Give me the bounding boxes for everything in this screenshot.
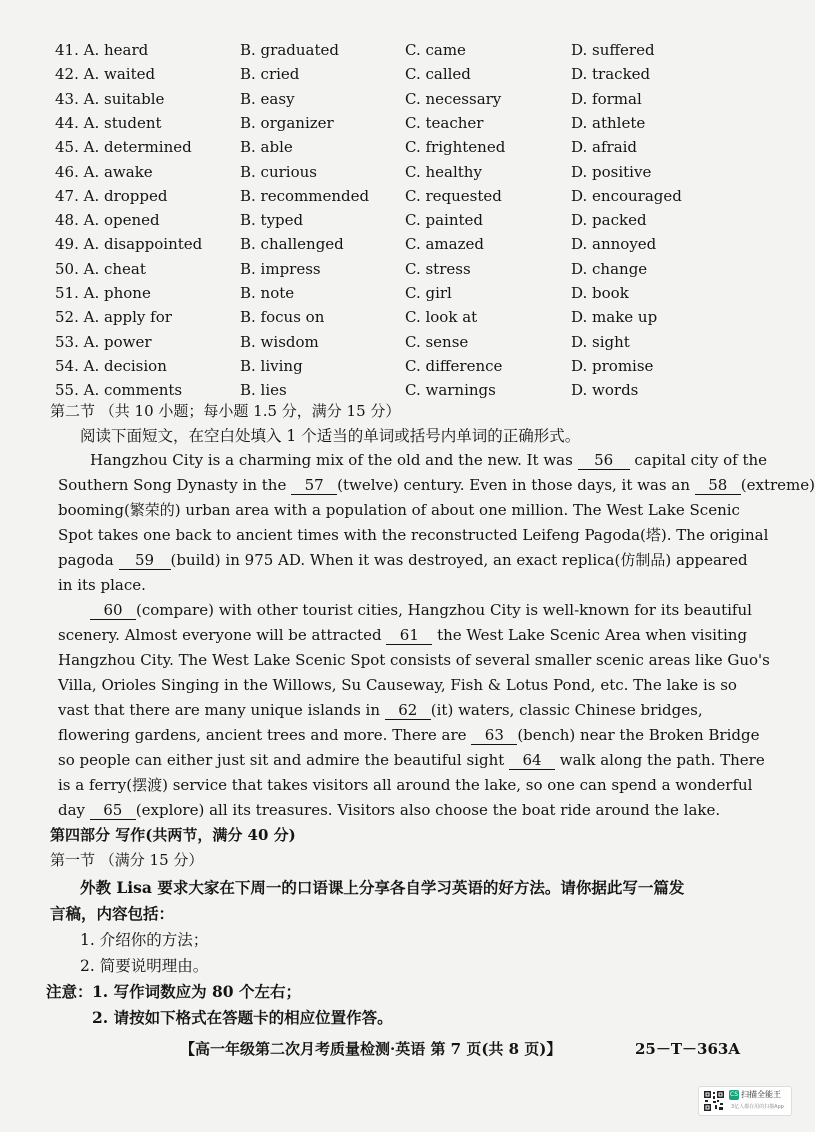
question-option-d: D. packed [571,211,647,230]
question-option-a: 55. A. comments [55,381,183,400]
question-option-b: B. able [240,138,293,157]
passage-line [58,798,734,822]
option-row [0,63,800,85]
passage-text: (compare) with other tourist cities, Hangzhou City is well-known for its beautiful [136,601,752,619]
option-row [0,185,800,207]
question-option-b: B. wisdom [240,332,319,351]
passage-line: Hangzhou City. The West Lake Scenic Spot consists of several smaller scenic areas like Guo's [58,651,770,669]
question-option-a: 42. A. waited [55,65,156,84]
question-option-c: C. necessary [405,89,502,108]
question-option-c: C. healthy [405,162,482,181]
question-option-a: 51. A. phone [55,284,151,302]
note-2: 2. 请按如下格式在答题卡的相应位置作答。 [92,1008,393,1027]
question-option-d: D. tracked [571,65,651,84]
question-option-a: 44. A. student [55,113,162,132]
question-option-c: C. came [405,41,466,59]
passage-line [58,473,815,497]
question-option-d: D. words [571,381,639,400]
footer-code: 25－T－363A [635,1040,740,1058]
question-option-d: D. afraid [571,138,638,157]
passage-line [90,448,768,472]
passage-text: Southern Song Dynasty in the [58,476,292,494]
blank-63: 63 [471,726,517,745]
section2-instruction: 阅读下面短文，在空白处填入 1 个适当的单词或括号内单词的正确形式。 [80,427,581,445]
question-option-b: B. lies [240,381,287,400]
question-option-b: B. easy [240,89,295,108]
question-option-c: C. frightened [405,138,506,157]
note-label: 注意： [46,982,93,1001]
passage-text: walk along the path. There [555,751,765,769]
passage-text: flowering gardens, ancient trees and more. There are [58,726,472,744]
question-option-c: C. girl [405,284,452,302]
blank-65: 65 [90,801,136,820]
question-option-d: D. encouraged [571,186,682,205]
page-footer [180,1038,740,1059]
option-row [0,331,800,353]
passage-text: Hangzhou City is a charming mix of the old and the new. It was [90,451,578,469]
option-row [0,258,800,280]
option-row [0,306,800,328]
question-option-b: B. graduated [240,41,339,59]
blank-58: 58 [695,476,741,495]
question-option-c: C. look at [405,308,478,327]
question-option-c: C. requested [405,186,502,205]
question-option-b: B. cried [240,65,300,84]
question-option-a: 47. A. dropped [55,186,168,205]
passage-text: so people can either just sit and admire the beautiful sight [58,751,510,769]
question-option-a: 54. A. decision [55,356,167,375]
question-option-a: 41. A. heard [55,41,149,59]
passage-line: in its place. [58,576,146,594]
question-option-d: D. sight [571,332,630,351]
scanner-app-name: 扫描全能王 [741,1090,781,1099]
option-row [0,233,800,255]
passage-text: scenery. Almost everyone will be attracted [58,626,387,644]
passage-line: Spot takes one back to ancient times with the reconstructed Leifeng Pagoda(塔). The original [58,526,769,544]
question-option-b: B. impress [240,259,321,278]
blank-62: 62 [385,701,431,720]
passage-text: (explore) all its treasures. Visitors also choose the boat ride around the lake. [135,801,721,819]
passage-line [58,548,748,572]
question-option-b: B. typed [240,211,304,230]
scanner-app-tagline: 3亿人都在用的扫描App [731,1104,784,1110]
question-option-b: B. organizer [240,113,334,132]
question-option-c: C. teacher [405,113,484,132]
question-option-b: B. recommended [240,186,370,205]
passage-text: pagoda [58,551,119,569]
question-option-a: 52. A. apply for [55,308,172,327]
question-option-d: D. positive [571,162,652,181]
question-option-b: B. curious [240,162,317,181]
option-row [0,161,800,183]
blank-59: 59 [119,551,171,570]
passage-line [58,623,748,647]
passage-line: is a ferry(摆渡) service that takes visitors all around the lake, so one can spend a wonderful [58,776,753,794]
passage-text: (it) waters, classic Chinese bridges, [430,701,703,719]
qr-code-icon [703,1090,725,1112]
option-row [0,282,800,304]
blank-60: 60 [90,601,136,620]
passage-line [58,723,760,747]
question-option-c: C. difference [405,356,503,375]
question-option-d: D. annoyed [571,235,657,254]
question-option-b: B. challenged [240,235,344,254]
question-option-b: B. focus on [240,308,325,327]
blank-56: 56 [578,451,630,470]
question-option-a: 48. A. opened [55,211,160,230]
blank-57: 57 [291,476,337,495]
writing-prompt-line1: 外教 Lisa 要求大家在下周一的口语课上分享各自学习英语的好方法。请你据此写一篇发 [80,878,685,897]
camscanner-logo-icon: CS [730,1091,738,1098]
question-option-b: B. note [240,284,295,302]
passage-text: (build) in 975 AD. When it was destroyed, an exact replica(仿制品) appeared [170,551,748,569]
scanner-watermark [698,1086,792,1116]
question-option-d: D. change [571,259,648,278]
question-option-a: 45. A. determined [55,138,192,157]
passage-line: booming(繁荣的) urban area with a population of about one million. The West Lake Scenic [58,501,740,519]
writing-prompt-line2: 言稿，内容包括： [50,904,175,923]
passage-text: (bench) near the Broken Bridge [517,726,760,744]
question-option-c: C. painted [405,211,483,230]
writing-item-2: 2. 简要说明理由。 [80,957,209,975]
question-option-d: D. athlete [571,113,646,132]
writing-item-1: 1. 介绍你的方法； [80,931,209,949]
part4-heading: 第四部分 写作(共两节，满分 40 分) [50,826,296,844]
question-option-d: D. suffered [571,41,655,59]
question-option-a: 46. A. awake [55,162,153,181]
option-row [0,209,800,231]
passage-text: capital city of the [629,451,768,469]
blank-61: 61 [386,626,432,645]
passage-text: day [58,801,90,819]
option-row [0,136,800,158]
passage-text: (twelve) century. Even in those days, it was an [337,476,695,494]
passage-text: (extreme) [740,476,815,494]
option-row [0,379,800,401]
question-option-a: 49. A. disappointed [55,235,203,254]
passage-text: vast that there are many unique islands in [58,701,385,719]
question-option-c: C. called [405,65,471,84]
question-option-d: D. book [571,284,629,302]
question-option-c: C. warnings [405,381,496,400]
note-1: 1. 写作词数应为 80 个左右； [92,982,301,1001]
option-row [0,112,800,134]
question-option-d: D. formal [571,89,642,108]
question-option-c: C. sense [405,332,469,351]
question-option-a: 43. A. suitable [55,89,165,108]
passage-line [90,598,752,622]
question-option-b: B. living [240,356,303,375]
question-option-c: C. amazed [405,235,484,254]
option-row [0,355,800,377]
question-option-d: D. promise [571,356,654,375]
question-option-c: C. stress [405,259,471,278]
option-row [0,88,800,110]
question-option-d: D. make up [571,308,658,327]
blank-64: 64 [509,751,555,770]
passage-line [58,698,734,722]
footer-title: 【高一年级第二次月考质量检测·英语 第 7 页(共 8 页)】 [180,1040,562,1058]
passage-line: Villa, Orioles Singing in the Willows, Su Causeway, Fish & Lotus Pond, etc. The lake is so [58,676,737,694]
question-option-a: 53. A. power [55,332,152,351]
question-option-a: 50. A. cheat [55,259,146,278]
passage-text: the West Lake Scenic Area when visiting [432,626,748,644]
section2-heading: 第二节 （共 10 小题；每小题 1.5 分，满分 15 分） [50,402,401,420]
option-row [0,39,800,61]
passage-line [58,748,765,772]
part4-section1-heading: 第一节 （满分 15 分） [50,851,204,869]
